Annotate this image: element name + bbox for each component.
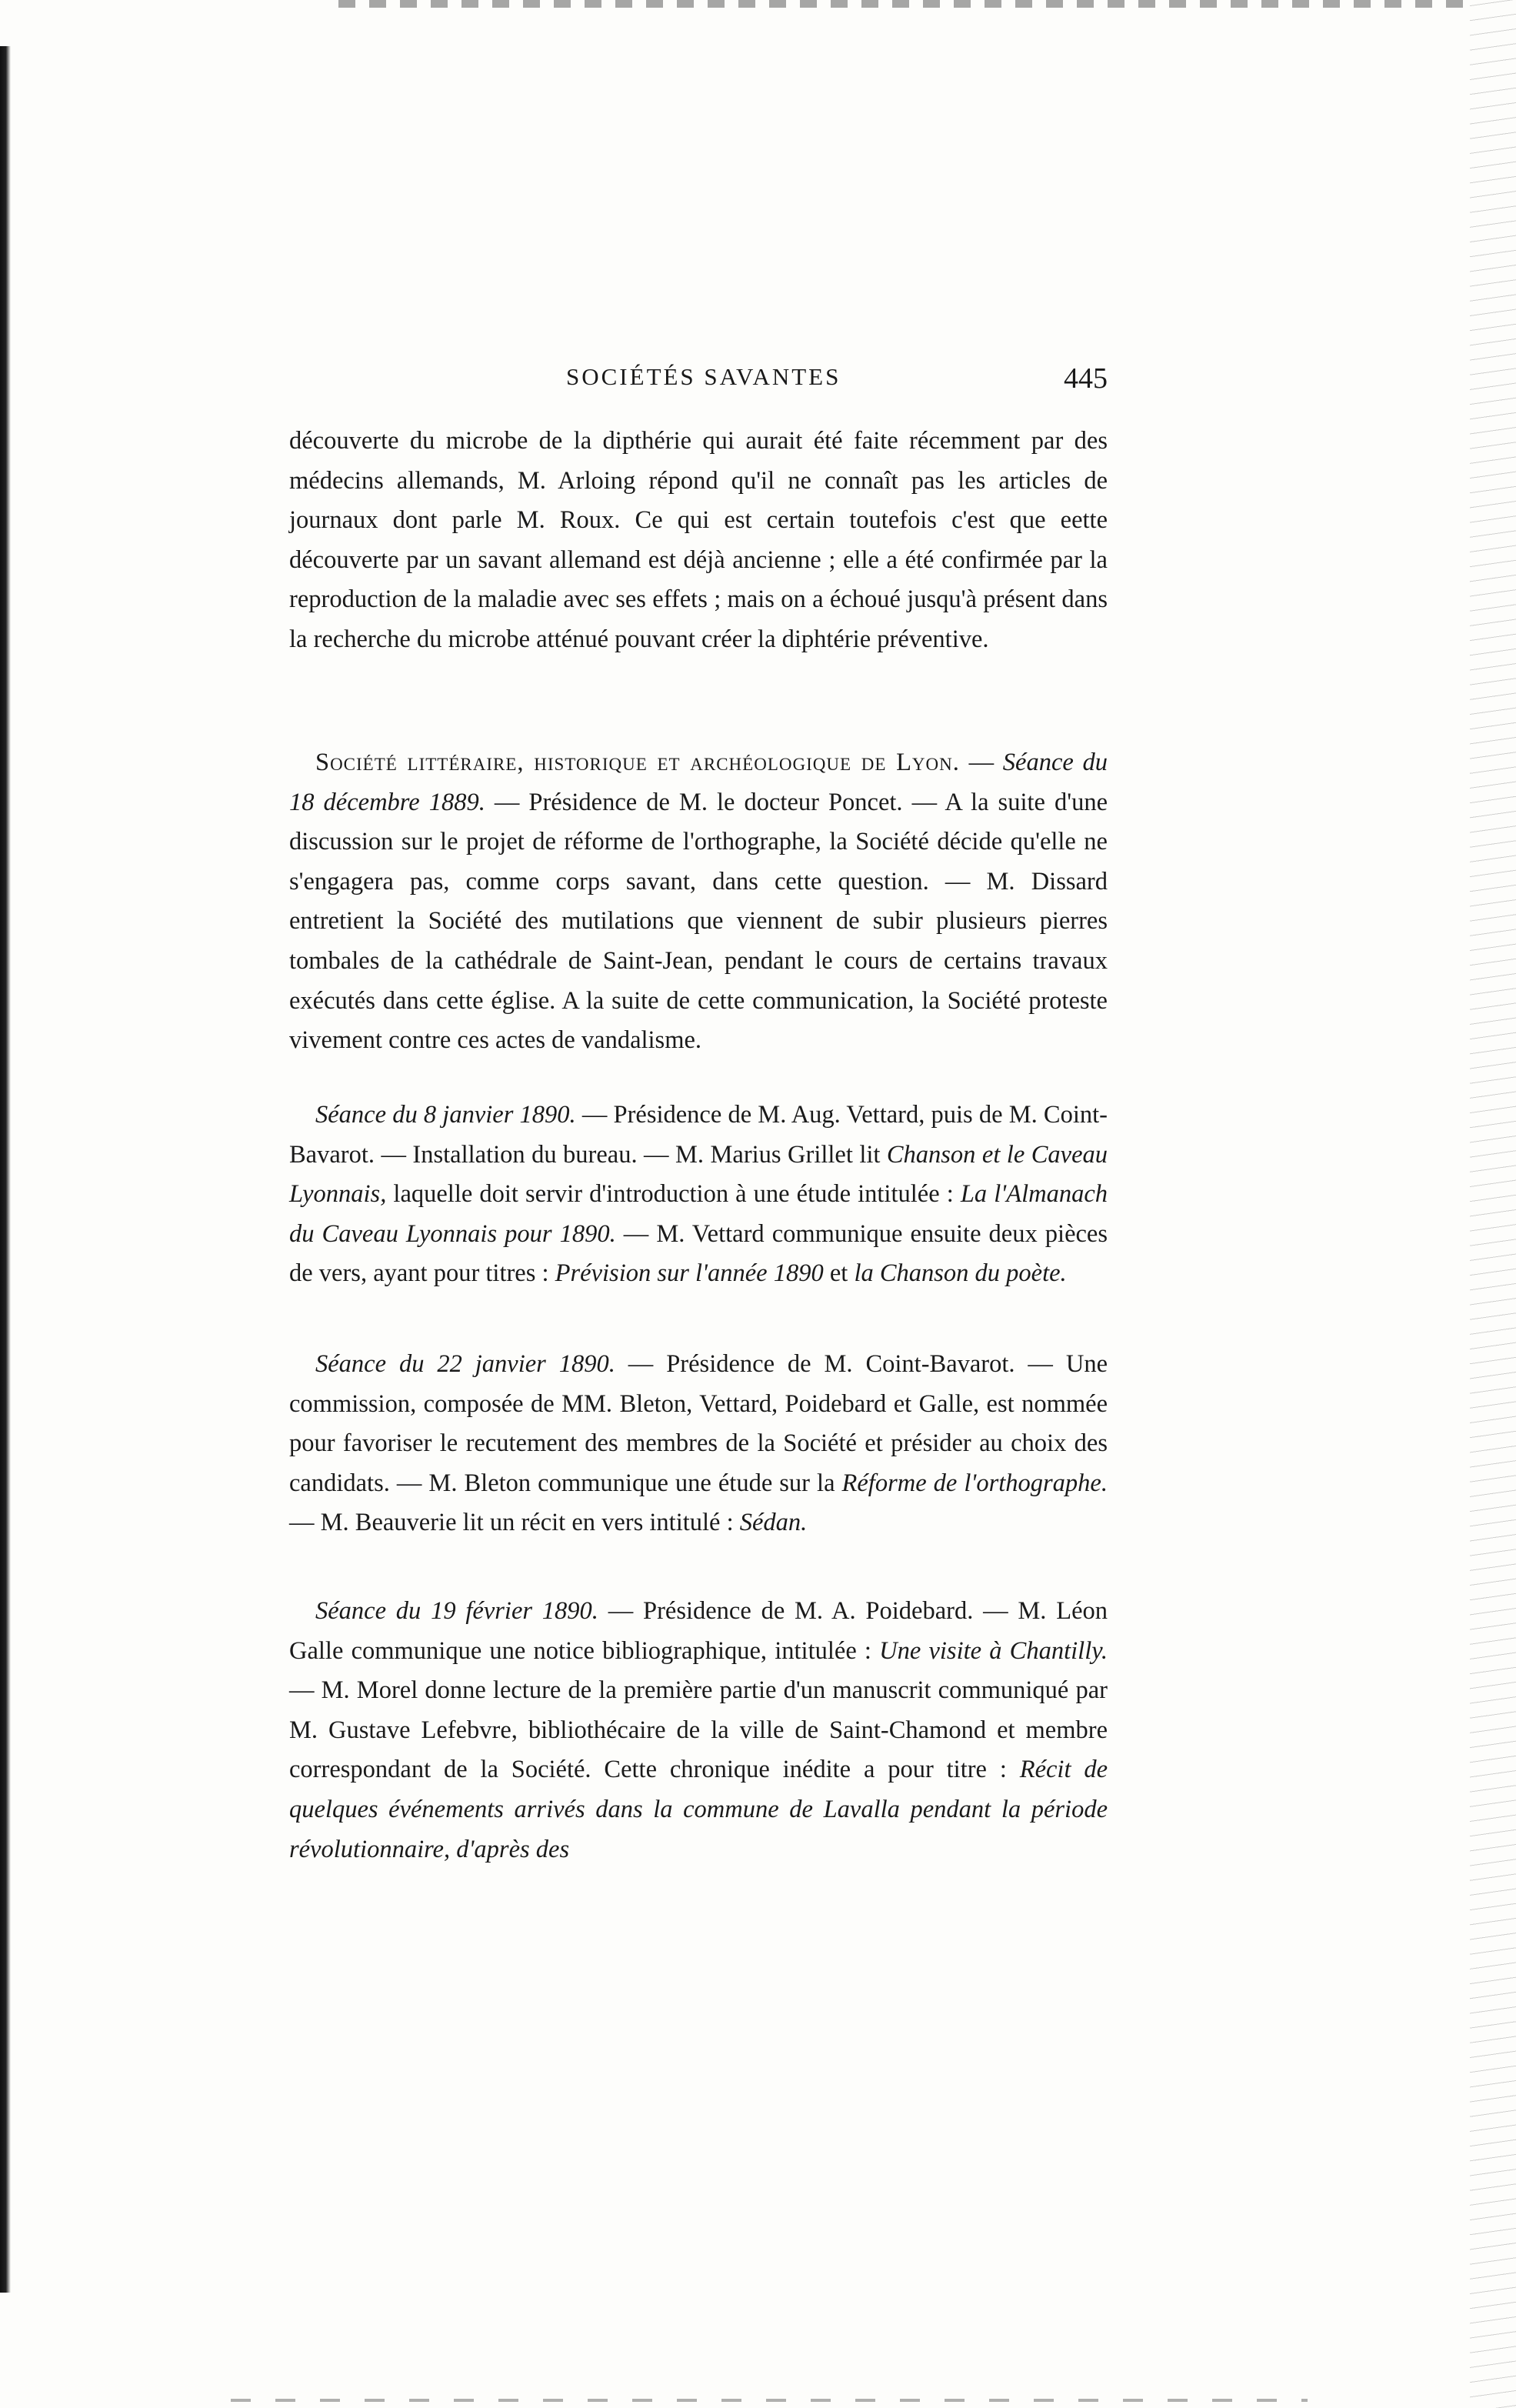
session-2-text-b: laquelle doit servir d'introduction à une étude intitulée :: [386, 1180, 961, 1209]
session-4-block: [289, 1592, 1108, 1869]
page-header: [289, 362, 1108, 408]
session-3-title-2: Sédan.: [739, 1509, 808, 1537]
session-2-date: Séance du 8 janvier 1890.: [315, 1101, 576, 1129]
session-2-title-2: La l'Almanach du Caveau Lyonnais pour 1890.: [289, 1180, 1108, 1248]
scan-edge-right: [1470, 0, 1516, 2408]
session-4-text-a: — Présidence de M. A. Poidebard. — M. Léon Galle communique une notice bibliographique, intitulée :: [289, 1597, 1108, 1665]
session-3-block: [289, 1345, 1108, 1543]
session-2-title-1: Chanson et le Caveau Lyonnais,: [289, 1140, 1108, 1209]
page-number: 445: [1064, 362, 1108, 395]
running-head: SOCIÉTÉS SAVANTES: [566, 363, 841, 390]
session-3-text-a: — Présidence de M. Coint-Bavarot. — Une commission, composée de MM. Bleton, Vettard, Poidebard et Galle, est nommée pour favoriser le recutement des membres de la Société et présider au choix des candidats. — M. Bleton communique une étude sur la: [289, 1350, 1108, 1497]
session-1-date: Séance du 18 décembre 1889.: [289, 749, 1108, 816]
session-4-date: Séance du 19 février 1890.: [315, 1597, 598, 1625]
session-3-text-b: — M. Beauverie lit un récit en vers intitulé :: [289, 1509, 740, 1537]
intro-paragraph: [289, 422, 1108, 660]
session-1-text: — Présidence de M. le docteur Poncet. — A la suite d'une discussion sur le projet de réforme de l'orthographe, la Société décide qu'elle ne s'engagera pas, comme corps savant, dans cette question. — M. Dissard entretient la Société des mutilations que viennent de subir plusieurs pierres tombales de la cathédrale de Saint-Jean, pendant le cours de certains travaux exécutés dans cette église. A la suite de cette communication, la Société proteste vivement contre ces actes de vandalisme.: [289, 788, 1108, 1055]
session-4-title-1: Une visite à Chantilly.: [879, 1636, 1108, 1665]
session-2-text-a: — Présidence de M. Aug. Vettard, puis de M. Coint-Bavarot. — Installation du bureau. — M. Marius Grillet lit: [289, 1101, 1108, 1169]
session-4-text-b: — M. Morel donne lecture de la première partie d'un manuscrit communiqué par M. Gustave Lefebvre, bibliothécaire de la ville de Saint-Chamond et membre correspondant de la Société. Cette chronique inédite a pour titre :: [289, 1676, 1108, 1784]
scan-edge-top: [338, 0, 1477, 8]
session-2-paragraph: [289, 1096, 1108, 1294]
scan-edge-left: [0, 46, 11, 2293]
session-4-title-2: Récit de quelques événements arrivés dans la commune de Lavalla pendant la période révolutionnaire, d'après des: [289, 1756, 1108, 1863]
intro-text: découverte du microbe de la dipthérie qui aurait été faite récemment par des médecins allemands, M. Arloing répond qu'il ne connaît pas les articles de journaux dont parle M. Roux. Ce qui est certain toutefois c'est que eette découverte par un savant allemand est déjà ancienne ; elle a été confirmée par la reproduction de la maladie avec ses effets ; mais on a échoué jusqu'à présent dans la recherche du microbe atténué pouvant créer la diphtérie préventive.: [289, 427, 1108, 653]
session-2-title-4: la Chanson du poète.: [854, 1259, 1067, 1288]
session-2-block: [289, 1096, 1108, 1294]
session-3-title-1: Réforme de l'orthographe.: [841, 1469, 1108, 1497]
session-4-paragraph: [289, 1592, 1108, 1869]
session-2-text-d: et: [823, 1259, 855, 1288]
session-3-paragraph: [289, 1345, 1108, 1543]
society-section: [289, 743, 1108, 1061]
scan-edge-bottom: [231, 2399, 1308, 2402]
session-3-date: Séance du 22 janvier 1890.: [315, 1350, 615, 1378]
session-1-paragraph: [289, 743, 1108, 1061]
society-dash: —: [959, 749, 1003, 776]
session-2-text-c: — M. Vettard communique ensuite deux pièces de vers, ayant pour titres :: [289, 1219, 1108, 1288]
society-name: Société littéraire, historique et archéologique de Lyon.: [315, 749, 960, 776]
session-2-title-3: Prévision sur l'année 1890: [555, 1259, 824, 1288]
